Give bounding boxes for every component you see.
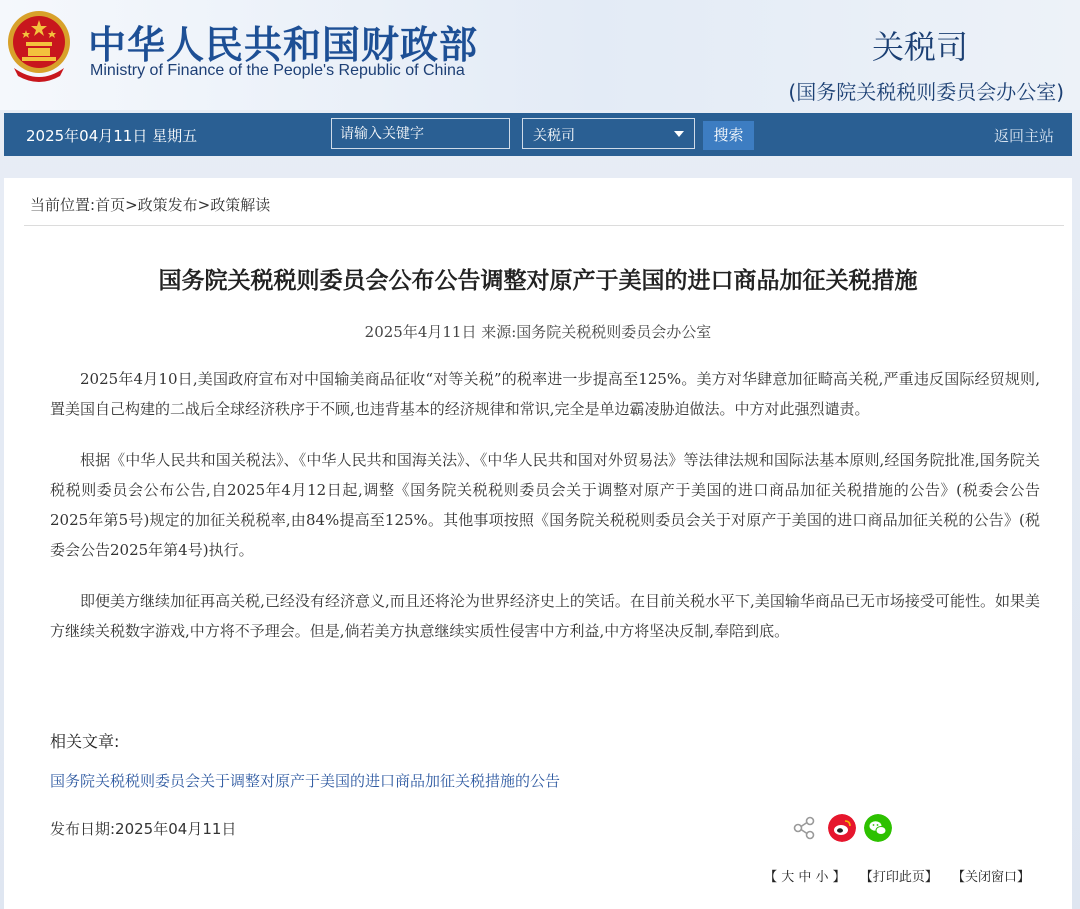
print-page-link[interactable]: 【打印此页】 [859, 870, 938, 885]
article-paragraph: 2025年4月10日,美国政府宣布对中国输美商品征收“对等关税”的税率进一步提高至125%。美方对华肆意加征畸高关税,严重违反国际经贸规则,置美国自己构建的二战后全球经济秩序于不顾,也违背基本的经济规律和常识,完全是单边霸凌胁迫做法。中方对此强烈谴责。 [50, 370, 1040, 418]
divider [24, 225, 1064, 226]
article-meta: 2025年4月11日 来源:国务院关税税则委员会办公室 [364, 323, 712, 341]
breadcrumb-home[interactable]: 首页 [95, 196, 126, 214]
article-paragraph: 即便美方继续加征再高关税,已经没有经济意义,而且还将沦为世界经济史上的笑话。在目前关税水平下,美国输华商品已无市场接受可能性。如果美方继续关税数字游戏,中方将不予理会。但是,倘若美方执意继续实质性侵害中方利益,中方将坚决反制,奉陪到底。 [50, 592, 1040, 640]
site-name-cn: 中华人民共和国财政部 [88, 23, 479, 67]
related-articles-heading: 相关文章: [50, 732, 120, 751]
search-button[interactable]: 搜索 [703, 121, 754, 150]
site-select[interactable] [522, 118, 695, 149]
breadcrumb-label: 当前位置: [30, 196, 96, 214]
breadcrumb [30, 194, 270, 215]
article-paragraph: 根据《中华人民共和国关税法》、《中华人民共和国海关法》、《中华人民共和国对外贸易法》等法律法规和国际法基本原则,经国务院批准,国务院关税税则委员会公布公告,自2025年4月12日起,调整《国务院关税税则委员会关于调整对原产于美国的进口商品加征关税措施的公告》(税委会公告2025年第5号)规定的加征关税税率,由84%提高至125%。其他事项按照《国务院关税税则委员会关于对原产于美国的进口商品加征关税的公告》(税委会公告2025年第4号)执行。 [50, 451, 1040, 559]
site-header [0, 0, 1080, 110]
breadcrumb-interpretation[interactable]: 政策解读 [210, 196, 271, 214]
related-article-link[interactable]: 国务院关税税则委员会关于调整对原产于美国的进口商品加征关税措施的公告 [50, 772, 561, 790]
close-window-link[interactable]: 【关闭窗口】 [951, 870, 1030, 885]
breadcrumb-policy[interactable]: 政策发布 [137, 196, 198, 214]
current-date: 2025年04月11日 星期五 [26, 127, 198, 145]
share-icon[interactable] [790, 814, 818, 842]
article-body [50, 364, 1040, 667]
publish-date: 发布日期:2025年04月11日 [50, 820, 237, 838]
weibo-icon[interactable] [828, 814, 856, 842]
department-name: 关税司 [871, 28, 968, 66]
article-title: 国务院关税税则委员会公布公告调整对原产于美国的进口商品加征关税措施 [158, 268, 918, 294]
font-size-control[interactable]: 【 大 中 小 】 [764, 870, 846, 885]
breadcrumb-separator: > [125, 196, 138, 214]
department-subtitle: (国务院关税税则委员会办公室) [788, 80, 1064, 104]
search-input[interactable] [331, 118, 510, 149]
nav-bar [4, 113, 1072, 156]
site-select-value: 关税司 [533, 128, 575, 144]
site-name-en: Ministry of Finance of the People's Republic of China [90, 62, 465, 79]
breadcrumb-separator: > [197, 196, 211, 214]
wechat-icon[interactable] [864, 814, 892, 842]
return-home-link[interactable]: 返回主站 [993, 127, 1054, 145]
page-tools [754, 866, 1030, 885]
national-emblem-icon [6, 8, 72, 82]
dropdown-arrow-icon [674, 131, 684, 137]
content-card [4, 178, 1072, 909]
